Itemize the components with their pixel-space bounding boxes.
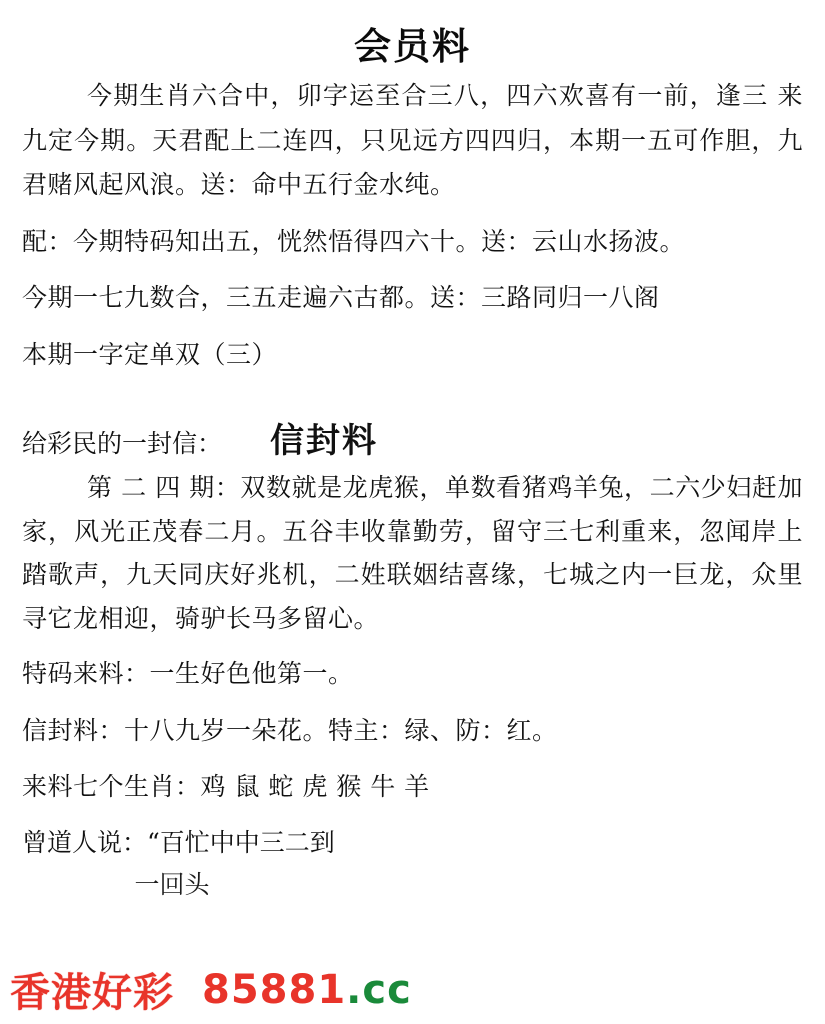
letter-line-4: 曾道人说：“百忙中中三二到	[22, 827, 335, 857]
section-title: 信封料	[270, 421, 379, 461]
letter-line-3: 来料七个生肖：鸡 鼠 蛇 虎 猴 牛 羊	[22, 772, 430, 801]
letter-lead-label: 给彩民的一封信：	[22, 429, 223, 458]
spacer	[22, 644, 803, 652]
paragraph-2: 配：今期特码知出五，恍然悟得四六十。送：云山水扬波。	[22, 226, 686, 256]
watermark-domain: .cc	[346, 966, 412, 1013]
watermark-brand: 香港好彩	[10, 970, 174, 1016]
paragraph-4: 本期一字定单双（三）	[22, 339, 278, 369]
letter-heading	[22, 413, 803, 464]
letter-line-2: 信封料：十八九岁一朵花。特主：绿、防：红。	[22, 715, 558, 745]
watermark	[0, 961, 825, 1018]
spacer	[22, 381, 803, 403]
watermark-url	[202, 967, 412, 1013]
watermark-number: 85881	[202, 966, 347, 1013]
page-title: 会员料	[354, 24, 471, 68]
letter-line-1: 特码来料：一生好色他第一。	[22, 659, 354, 688]
spacer	[22, 325, 803, 333]
letter-body: 第 二 四 期：双数就是龙虎猴，单数看猪鸡羊兔，二六少妇赶加家，风光正茂春二月。五谷丰收靠勤劳，留守三七利重来，忽闻岸上踏歌声，九天同庆好兆机，二姓联姻结喜缘，七城之内一巨龙，众里寻它龙相迎，骑驴长马多留心。	[22, 473, 803, 633]
spacer	[22, 212, 803, 220]
letter-tail: 一回头	[134, 870, 210, 899]
spacer	[22, 268, 803, 276]
paragraph-1: 今期生肖六合中，卯字运至合三八，四六欢喜有一前，逢三 来九定今期。天君配上二连四，只见远方四四归，本期一五可作胆，九君赌风起风浪。送：命中五行金水纯。	[22, 81, 803, 199]
spacer	[22, 757, 803, 765]
paragraph-3: 今期一七九数合，三五走遍六古都。送：三路同归一八阁	[22, 283, 660, 312]
spacer	[22, 701, 803, 709]
spacer	[22, 814, 803, 822]
